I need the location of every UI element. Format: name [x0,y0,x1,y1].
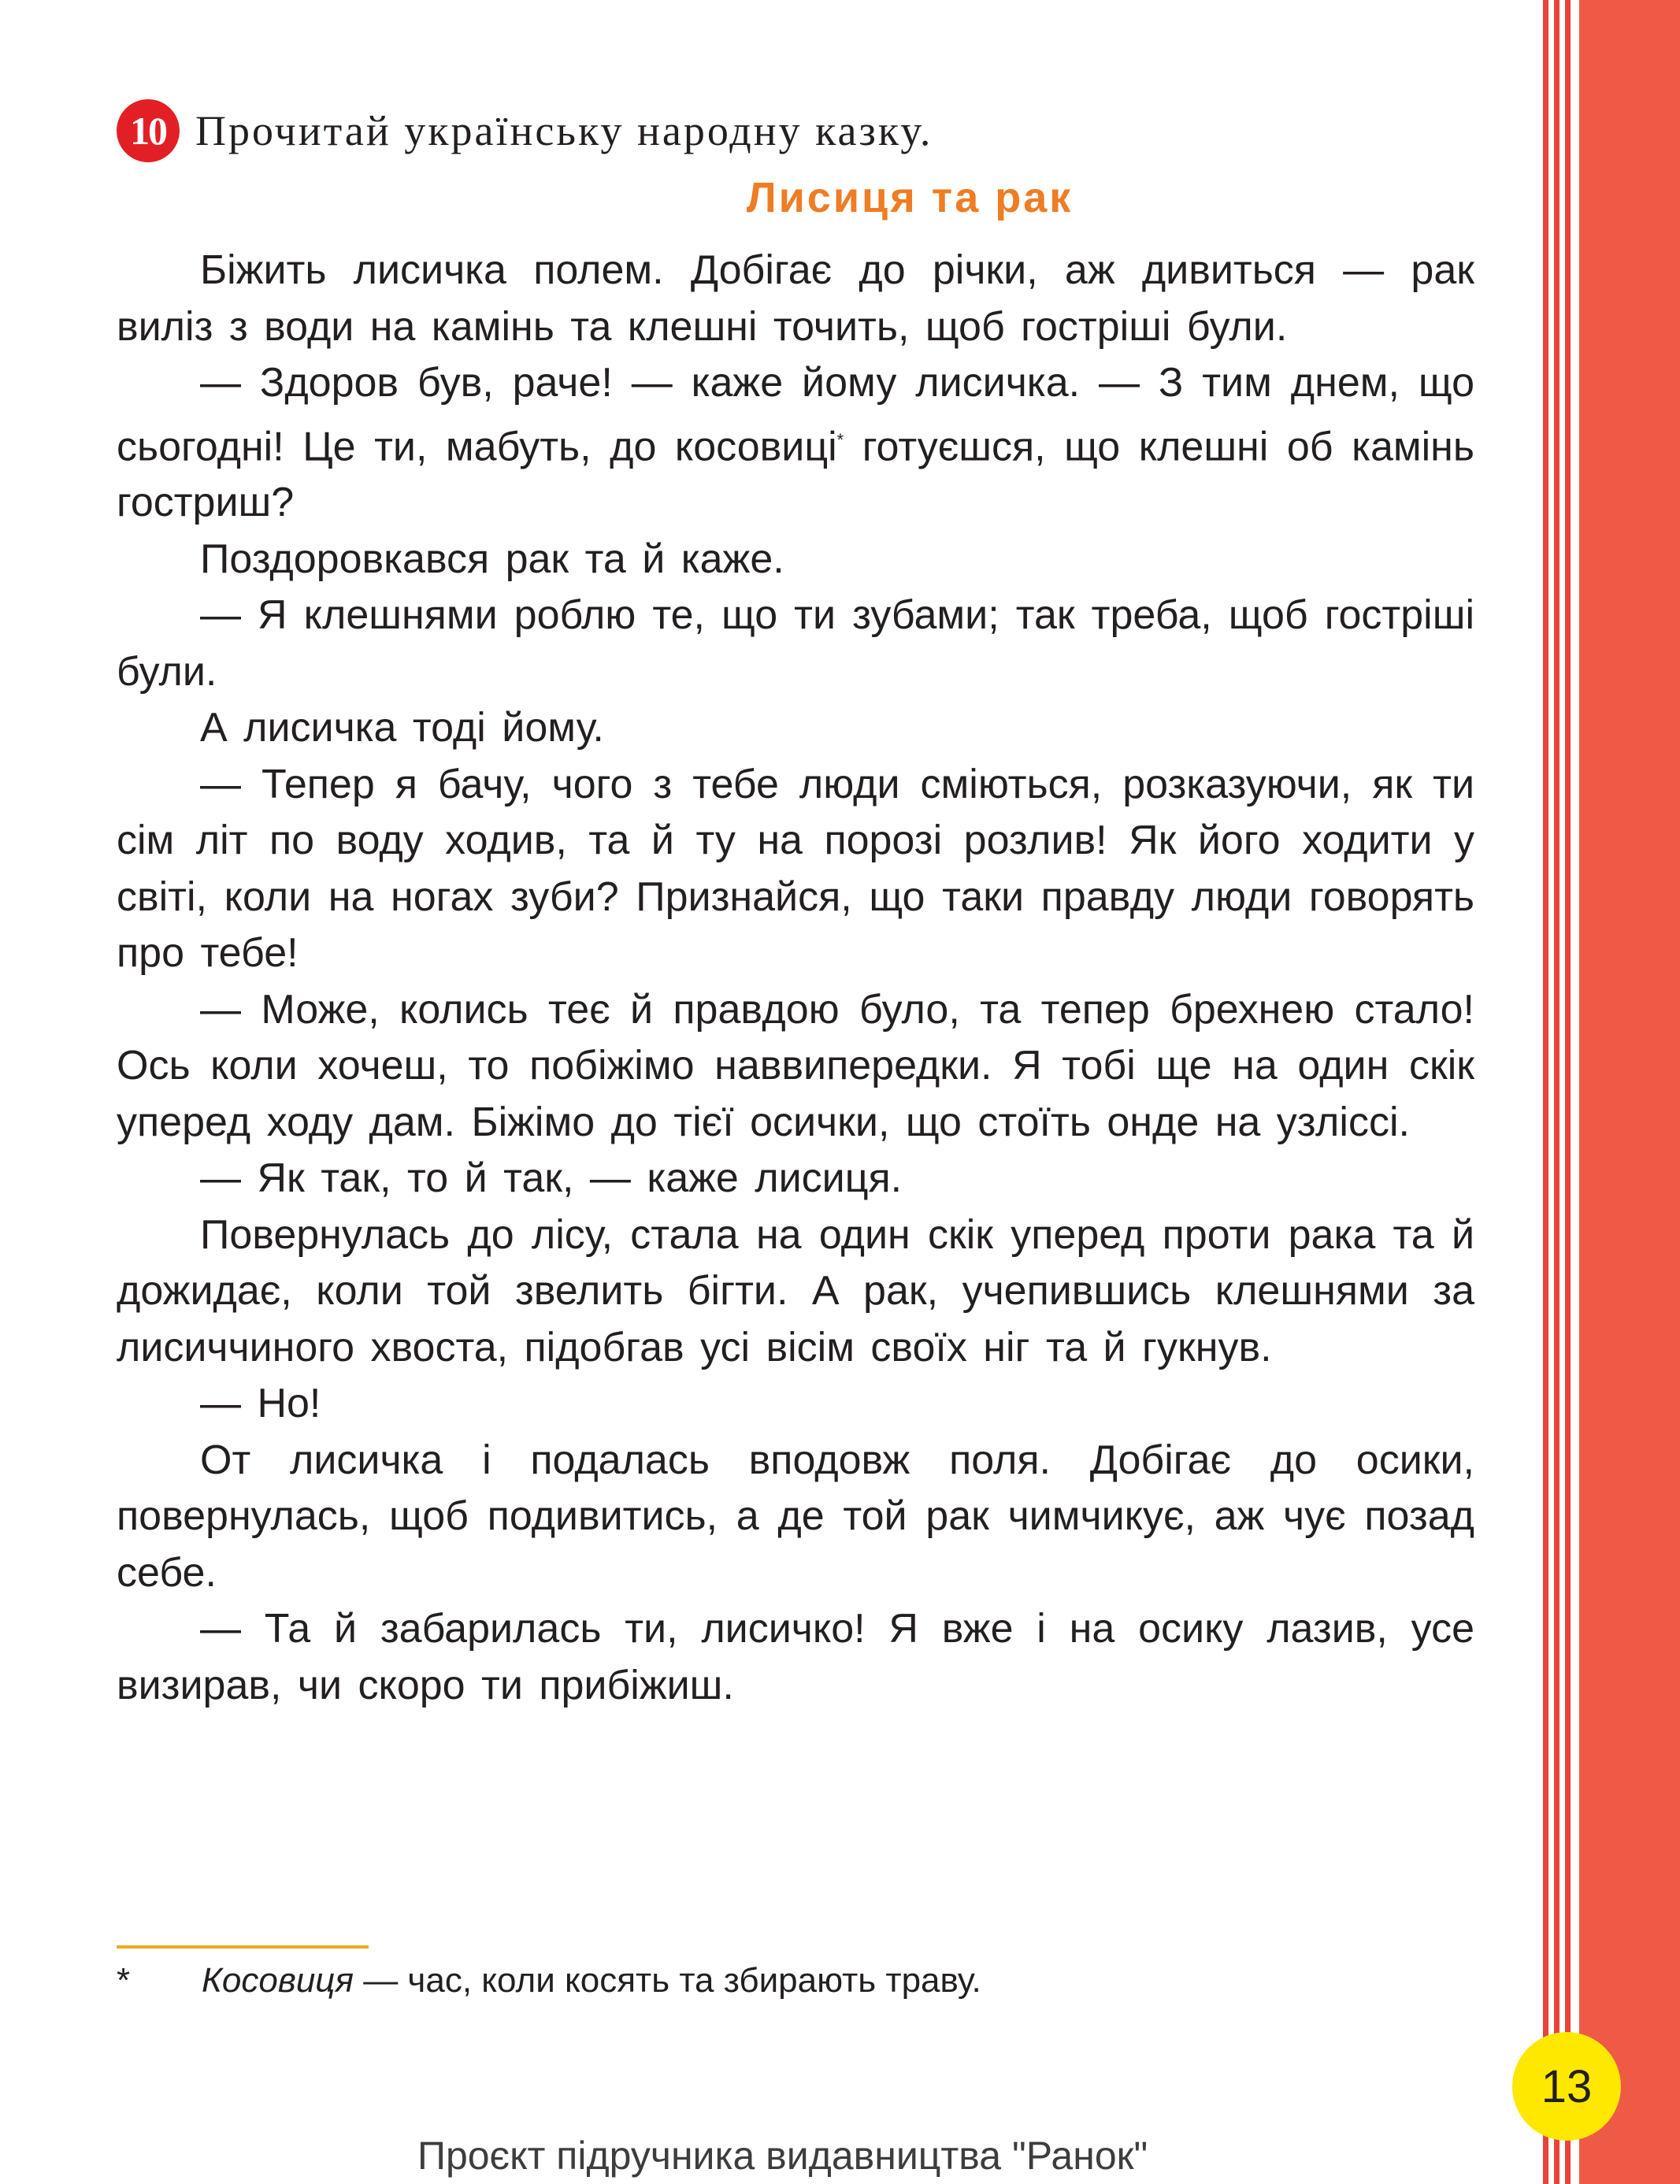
story-paragraph: От лисичка і подалась вподовж поля. Добігає до осики, повернулась, щоб подивитись, а де той рак чимчикує, аж чує позад себе. [117,1437,1474,1596]
story-paragraph: — Здоров був, раче! — каже йому лисичка. — З тим днем, що сьогодні! Це ти, мабуть, до косовиці* готуєшся, що клешні об камінь гостриш? [117,360,1474,526]
footnote-marker: * [117,1961,131,2000]
story-paragraph: — Та й забарилась ти, лисичко! Я вже і на осику лазив, усе визирав, чи скоро ти прибіжиш. [117,1606,1474,1708]
footnote-term: Косовиця [202,1961,354,2000]
story-paragraph: Біжить лисичка полем. Добігає до річки, аж дивиться — рак виліз з води на камінь та клешні точить, щоб гостріші були. [117,247,1474,350]
footnote [117,1961,981,2000]
task-instruction: Прочитай українську народну казку. [195,107,933,154]
task-header [117,104,933,158]
footnote-reference: * [836,429,844,450]
footnote-definition: — час, коли косять та збирають траву. [353,1961,981,2000]
story-paragraph: — Може, колись теє й правдою було, та тепер брехнею стало! Ось коли хочеш, то побіжімо наввипередки. Я тобі ще на один скік уперед ходу дам. Біжімо до тієї осички, що стоїть онде на узліссі. [117,986,1474,1145]
story-paragraph: — Но! [200,1381,321,1427]
side-decoration [1538,0,1680,2184]
story-text [117,243,1474,1714]
story-paragraph: А лисичка тоді йому. [200,705,604,751]
task-number-badge: 10 [117,99,180,162]
story-title: Лисиця та рак [746,174,1074,221]
publisher-note: Проєкт підручника видавництва "Ранок" [417,2134,1148,2178]
story-paragraph: — Тепер я бачу, чого з тебе люди сміються, розказуючи, як ти сім літ по воду ходив, та й ту на порозі розлив! Як його ходити у світі, коли на ногах зуби? Признайся, що таки правду люди говорять про тебе! [117,761,1474,977]
story-paragraph: — Як так, то й так, — каже лисиця. [200,1155,903,1202]
footnote-divider [117,1945,369,1949]
page-number: 13 [1512,2032,1621,2141]
story-paragraph: — Я клешнями роблю те, що ти зубами; так треба, щоб гостріші були. [117,592,1474,695]
story-paragraph: Поздоровкався рак та й каже. [200,536,784,582]
story-paragraph: Повернулась до лісу, стала на один скік уперед проти рака та й дожидає, коли той звелить бігти. А рак, учепившись клешнями за лисиччиного хвоста, підобгав усі вісім своїх ніг та й гукнув. [117,1211,1474,1370]
